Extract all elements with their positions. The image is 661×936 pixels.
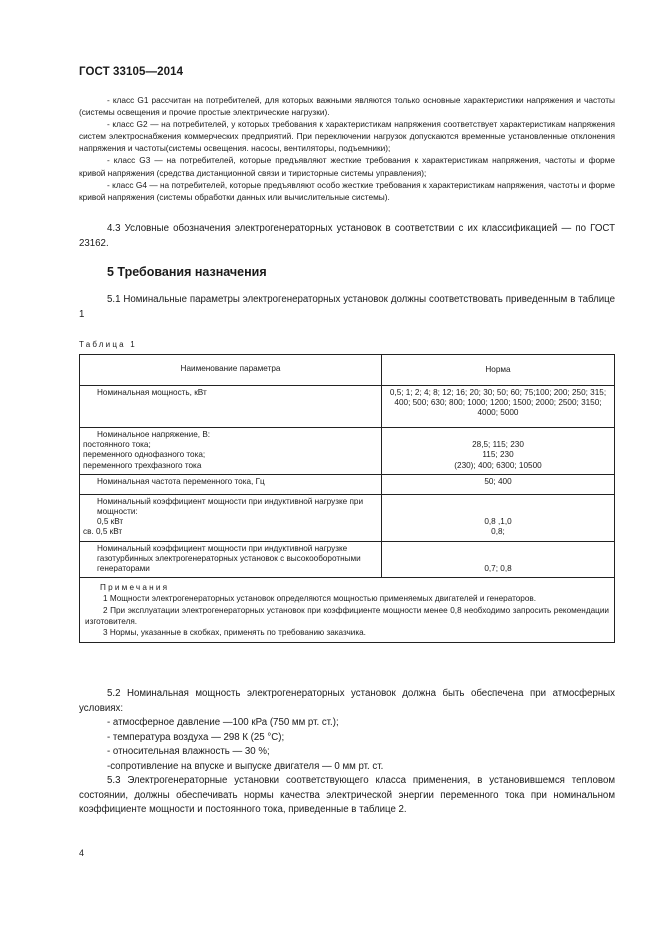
row-voltage-dc-norm: 28,5; 115; 230 bbox=[472, 440, 524, 450]
row-pf-sub1: 0,5 кВт bbox=[97, 517, 124, 527]
row-frequency-norm: 50; 400 bbox=[382, 474, 615, 494]
paragraph-5-1 bbox=[79, 293, 615, 322]
class-g1-text: - класс G1 рассчитан на потребителей, для которых важными являются только основные характеристики напряжения и частоты (системы освещения и прочие простые электрические нагрузки). bbox=[79, 95, 615, 118]
table-row bbox=[80, 428, 615, 475]
row-voltage-ac1: переменного однофазного тока; bbox=[83, 450, 206, 460]
list-item: - относительная влажность — 30 %; bbox=[107, 746, 270, 757]
paragraph-5-2-intro: 5.2 Номинальная мощность электрогенераторных установок должна быть обеспечена при атмосферных условиях: bbox=[79, 688, 615, 714]
paragraph-5-3-text: 5.3 Электрогенераторные установки соответствующего класса применения, в установившемся тепловом состоянии, должны обеспечивать нормы качества электрической энергии переменного тока при номинальном коэффициенте мощности и постоянного тока, приведенные в таблице 2. bbox=[79, 775, 615, 815]
standard-code: ГОСТ 33105—2014 bbox=[79, 66, 184, 78]
class-g3-text: - класс G3 — на потребителей, которые предъявляют жесткие требования к характеристикам напряжения, частоты и форме кривой напряжения (средства дистанционной связи и тиристорные системы управления); bbox=[79, 155, 615, 178]
row-voltage-dc: постоянного тока; bbox=[83, 440, 151, 450]
row-power-name: Номинальная мощность, кВт bbox=[97, 388, 207, 397]
list-item: - температура воздуха — 298 К (25 °С); bbox=[107, 731, 285, 743]
paragraph-5-1-text: 5.1 Номинальные параметры электрогенераторных установок должны соответствовать приведенным в таблице 1 bbox=[79, 294, 615, 320]
class-descriptions bbox=[79, 94, 615, 203]
row-pf-norm2: 0,8; bbox=[491, 527, 505, 537]
table-1-caption: Таблица 1 bbox=[79, 340, 137, 349]
table-header-row bbox=[80, 355, 615, 386]
paragraph-5-2 bbox=[79, 687, 615, 818]
header-norm: Норма bbox=[382, 355, 615, 386]
list-item: -сопротивление на впуске и выпуске двигателя — 0 мм рт. ст. bbox=[107, 760, 384, 772]
table-row bbox=[80, 494, 615, 541]
row-power-norm: 0,5; 1; 2; 4; 8; 12; 16; 20; 30; 50; 60; 75;100; 200; 250; 315; 400; 500; 630; 800; 1000; 1200; 1500; 2000; 2500; 3150; 4000; 5000 bbox=[382, 386, 615, 428]
table-row bbox=[80, 541, 615, 578]
table-notes-row bbox=[80, 578, 615, 643]
class-g2-text: - класс G2 — на потребителей, у которых требования к характеристикам напряжения соответствует характеристикам напряжения систем электроснабжения коммерческих предприятий. При переключении нагрузок допускаются временные установленные отклонения напряжения и частоты(системы освещения. насосы, вентиляторы, подъемники); bbox=[79, 119, 615, 154]
note-1: 1 Мощности электрогенераторных установок определяются мощностью применяемых двигателей и генераторов. bbox=[103, 594, 537, 604]
row-voltage-ac3: переменного трехфазного тока bbox=[83, 460, 202, 470]
paragraph-4-3 bbox=[79, 222, 615, 251]
notes-title: Примечания bbox=[100, 583, 170, 593]
row-voltage-name: Номинальное напряжение, В: bbox=[97, 430, 211, 439]
row-pf-norm1: 0,8 ,1,0 bbox=[484, 517, 512, 527]
row-gt-pf-norm: 0,7; 0,8 bbox=[382, 541, 615, 578]
row-pf-sub2: св. 0,5 кВт bbox=[83, 527, 123, 537]
paragraph-4-3-text: 4.3 Условные обозначения электрогенераторных установок в соответствии с их классификацией — по ГОСТ 23162. bbox=[79, 223, 615, 249]
table-row bbox=[80, 386, 615, 428]
note-3: 3 Нормы, указанные в скобках, применять по требованию заказчика. bbox=[103, 628, 366, 638]
section-5-heading: 5 Требования назначения bbox=[107, 265, 267, 279]
row-voltage-ac3-norm: (230); 400; 6300; 10500 bbox=[454, 460, 542, 470]
row-voltage-ac1-norm: 115; 230 bbox=[482, 450, 514, 460]
note-2: 2 При эксплуатации электрогенераторных установок при коэффициенте мощности менее 0,8 необходимо запросить рекомендации изготовителя. bbox=[85, 605, 609, 626]
header-param: Наименование параметра bbox=[80, 355, 382, 386]
row-gt-pf-name: Номинальный коэффициент мощности при индуктивной нагрузке газотурбинных электрогенераторных установок с высокооборотными генераторами bbox=[97, 543, 361, 574]
row-frequency-name: Номинальная частота переменного тока, Гц bbox=[97, 476, 265, 486]
atmospheric-conditions-list bbox=[79, 716, 615, 774]
table-1 bbox=[79, 354, 615, 643]
class-g4-text: - класс G4 — на потребителей, которые предъявляют особо жесткие требования к характеристикам напряжения, частоты и форме кривой напряжения (системы обработки данных или вычислительные системы). bbox=[79, 179, 615, 202]
table-row bbox=[80, 474, 615, 494]
page-number: 4 bbox=[79, 848, 85, 858]
list-item: - атмосферное давление —100 кРа (750 мм рт. ст.); bbox=[107, 717, 339, 728]
row-pf-name: Номинальный коэффициент мощности при индуктивной нагрузке при мощности: bbox=[97, 496, 364, 517]
